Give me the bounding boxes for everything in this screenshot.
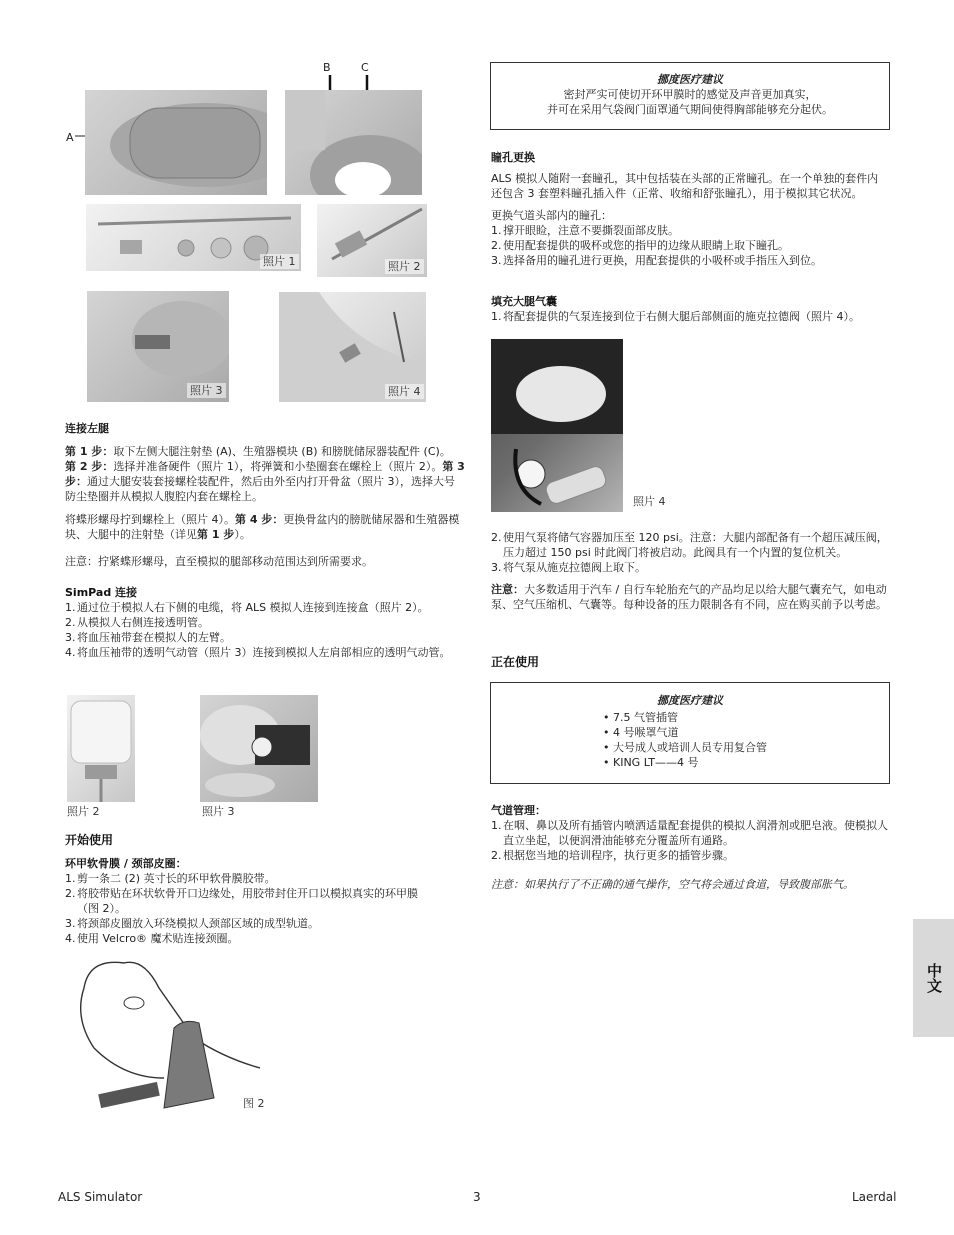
caption-simpad-photo-2: 照片 2: [67, 805, 100, 818]
step-3-label: 第 3 步：: [65, 460, 465, 488]
list-item-text: 在咽、鼻以及所有插管内喷洒适量配套提供的模拟人润滑剂或肥皂液。使模拟人直立坐起，以便润滑油能够充分覆盖所有通路。: [503, 819, 888, 847]
photo-3-bolt-in-leg: [87, 291, 229, 402]
footer-product-name: ALS Simulator: [58, 1190, 143, 1204]
recommendation-title-2: 挪度医疗建议: [657, 694, 723, 707]
list-item-text: 将血压袖带的透明气动管（照片 3）连接到模拟人左肩部相应的透明气动管。: [77, 646, 451, 659]
recommendation-title-1: 挪度医疗建议: [657, 73, 723, 86]
section-pupils: [491, 150, 889, 268]
photo-2-bolt-assembly: [317, 204, 427, 277]
left-leg-step-4: [65, 512, 465, 542]
language-tab-label: 中文: [925, 963, 943, 993]
list-item-text: 将血压袖带套在模拟人的左臂。: [77, 631, 231, 644]
list-item: [491, 309, 889, 324]
recommendation-items: [603, 710, 889, 770]
list-item: [491, 530, 889, 560]
step-1-text: 取下左侧大腿注射垫 (A)、生殖器模块 (B) 和膀胱储尿器装配件 (C)。: [113, 445, 451, 458]
list-item-text: 将气泵从施克拉德阀上取下。: [503, 561, 646, 574]
list-item: [65, 645, 465, 660]
start-use-steps-list: [65, 871, 435, 946]
thigh-note: [491, 582, 889, 612]
left-leg-note: 注意：拧紧蝶形螺母，直至模拟的腿部移动范围达到所需要求。: [65, 555, 373, 568]
footer-brand: Laerdal: [852, 1190, 897, 1204]
heading-cricoid-membrane: 环甲软骨膜 / 颈部皮圈：: [65, 857, 187, 870]
photo-pelvis-modules: [285, 90, 422, 195]
thigh-steps-list-b: [491, 530, 889, 575]
footer-page-number: 3: [473, 1190, 481, 1204]
list-item-number: 1.: [491, 819, 502, 832]
leg-pad-shape: [85, 90, 267, 195]
list-item-text: 将配套提供的气泵连接到位于右侧大腿后部侧面的施克拉德阀（照片 4）。: [503, 310, 860, 323]
heading-in-use: 正在使用: [491, 655, 540, 669]
list-item: [491, 223, 889, 238]
heading-start-use: 开始使用: [65, 833, 114, 847]
bp-cuff-shape: [200, 695, 318, 802]
simpad-steps-list: [65, 600, 465, 660]
caption-photo-2: 照片 2: [385, 259, 424, 274]
step-4-lead: 将蝶形螺母拧到螺栓上（照片 4）。: [65, 513, 235, 526]
label-c: C: [361, 61, 369, 74]
heading-connect-left-leg: 连接左腿: [65, 422, 109, 435]
section-airway: [491, 803, 889, 892]
recommendation-item: • 7.5 气管插管: [603, 711, 678, 724]
list-item: [65, 871, 435, 886]
list-item-number: 3.: [491, 254, 502, 267]
caption-figure-2: 图 2: [243, 1097, 265, 1110]
list-item: [65, 916, 435, 931]
heading-airway-management: 气道管理：: [491, 804, 546, 817]
pupil-steps-list: [491, 223, 889, 268]
connection-box-shape: [67, 695, 135, 802]
list-item-number: 1.: [65, 872, 76, 885]
list-item-number: 4.: [65, 646, 76, 659]
caption-thigh-photo-4: 照片 4: [633, 495, 666, 508]
label-b: B: [323, 61, 331, 74]
photo-1-hardware: [86, 204, 301, 271]
step-4-close: ）。: [234, 528, 251, 541]
list-item: [491, 848, 889, 863]
section-thigh-bladder: [491, 294, 889, 324]
step-4-label: 第 4 步：: [235, 513, 284, 526]
pelvis-shape: [285, 90, 422, 195]
caption-simpad-photo-3: 照片 3: [202, 805, 235, 818]
pupils-intro: ALS 模拟人随附一套瞳孔，其中包括装在头部的正常瞳孔。在一个单独的套件内还包含 3 套塑料瞳孔插入件（正常、收缩和舒张瞳孔），用于模拟其它状况。: [491, 172, 879, 200]
list-item-number: 2.: [491, 531, 502, 544]
step-3-text: 通过大腿安装套接螺栓装配件，然后由外至内打开骨盆（照片 3），选择大号防尘垫圈并从模拟人腹腔内套在螺栓上。: [65, 475, 455, 503]
recommendation-item: • KING LT——4 号: [603, 756, 699, 769]
list-item-text: 通过位于模拟人右下侧的电缆，将 ALS 模拟人连接到连接盒（照片 2）。: [77, 601, 429, 614]
section-simpad: [65, 585, 465, 660]
list-item-number: 2.: [65, 887, 76, 900]
caption-photo-3: 照片 3: [187, 383, 226, 398]
airway-steps-list: [491, 818, 889, 863]
list-item-text: 将颈部皮圈放入环绕模拟人颈部区域的成型轨道。: [77, 917, 319, 930]
photo-4-pump-valve: [491, 339, 623, 512]
pupils-lead: 更换气道头部内的瞳孔：: [491, 209, 612, 222]
recommendation-box-airway: [490, 682, 890, 784]
list-item-text: 根据您当地的培训程序，执行更多的插管步骤。: [503, 849, 734, 862]
list-item: [491, 818, 889, 848]
step-2-label: 第 2 步：: [65, 460, 114, 473]
language-tab: [913, 919, 954, 1037]
section-start-use: [65, 833, 465, 946]
photo-4-wing-nut: [279, 292, 426, 402]
list-item-text: 使用配套提供的吸杯或您的指甲的边缘从眼睛上取下瞳孔。: [503, 239, 789, 252]
list-item-text: 使用气泵将储气容器加压至 120 psi。注意：大腿内部配备有一个超压减压阀，压力超过 150 psi 时此阀门将被启动。此阀具有一个内置的复位机关。: [503, 531, 888, 559]
step-1-label: 第 1 步：: [65, 445, 114, 458]
thigh-note-text: 大多数适用于汽车 / 自行车轮胎充气的产品均足以给大腿气囊充气，如电动泵、空气压缩机、气囊等。每种设备的压力限制各有不同，应在购买前予以考虑。: [491, 583, 887, 611]
list-item-text: 选择备用的瞳孔进行更换，用配套提供的小吸杯或手指压入到位。: [503, 254, 822, 267]
list-item-text: 将胶带贴在环状软骨开口边缘处，用胶带封住开口以模拟真实的环甲膜（图 2）。: [77, 887, 418, 915]
caption-photo-1: 照片 1: [260, 254, 299, 269]
thigh-steps-list-a: [491, 309, 889, 324]
list-item-text: 撑开眼睑，注意不要撕裂面部皮肤。: [503, 224, 679, 237]
heading-fill-thigh-bladder: 填充大腿气囊: [491, 295, 557, 308]
pump-shape: [491, 339, 623, 512]
list-item: [65, 886, 435, 916]
recommendation-item: • 大号成人或培训人员专用复合管: [603, 741, 767, 754]
photo-leg-injection-pad: [85, 90, 267, 195]
photo-2-connection-box: [67, 695, 135, 802]
list-item: [65, 600, 465, 615]
step-1-reference: 第 1 步: [197, 528, 235, 541]
list-item-text: 从模拟人右侧连接透明管。: [77, 616, 209, 629]
step-2-text: 选择并准备硬件（照片 1），将弹簧和小垫圈套在螺栓上（照片 2）。: [113, 460, 443, 473]
label-a: A: [66, 131, 74, 144]
list-item-number: 1.: [491, 310, 502, 323]
caption-photo-4: 照片 4: [385, 384, 424, 399]
recommendation-item: • 4 号喉罩气道: [603, 726, 679, 739]
list-item: [491, 560, 889, 575]
list-item-number: 2.: [65, 616, 76, 629]
step-4-text: 更换骨盆内的膀胱储尿器和生殖器模块、大腿中的注射垫（详见: [65, 513, 460, 541]
figure-2-neck-skin: [64, 948, 265, 1112]
list-item-number: 3.: [491, 561, 502, 574]
photo-3-bp-cuff: [200, 695, 318, 802]
heading-simpad: SimPad 连接: [65, 586, 138, 599]
list-item-number: 1.: [491, 224, 502, 237]
neck-drawing: [64, 948, 260, 1112]
airway-note: 注意：如果执行了不正确的通气操作，空气将会通过食道，导致腹部胀气。: [491, 878, 854, 891]
list-item-number: 4.: [65, 932, 76, 945]
list-item: [491, 253, 889, 268]
recommendation-line-2: 并可在采用气袋阀门面罩通气期间使得胸部能够充分起伏。: [547, 103, 833, 116]
list-item-number: 3.: [65, 631, 76, 644]
list-item-number: 1.: [65, 601, 76, 614]
list-item-number: 2.: [491, 239, 502, 252]
section-thigh-continued: [491, 530, 889, 612]
list-item-text: 使用 Velcro® 魔术贴连接颈圈。: [77, 932, 239, 945]
list-item: [65, 630, 465, 645]
recommendation-box-membrane: [490, 62, 890, 130]
recommendation-line-1: 密封严实可使切开环甲膜时的感觉及声音更加真实，: [563, 88, 817, 101]
list-item-text: 剪一条二 (2) 英寸长的环甲软骨膜胶带。: [77, 872, 276, 885]
thigh-note-label: 注意：: [491, 583, 524, 596]
list-item-number: 3.: [65, 917, 76, 930]
list-item: [491, 238, 889, 253]
list-item-number: 2.: [491, 849, 502, 862]
left-leg-steps-1-3: [65, 444, 465, 504]
heading-pupil-change: 瞳孔更换: [491, 151, 535, 164]
list-item: [65, 931, 435, 946]
section-left-leg: [65, 421, 465, 569]
list-item: [65, 615, 465, 630]
